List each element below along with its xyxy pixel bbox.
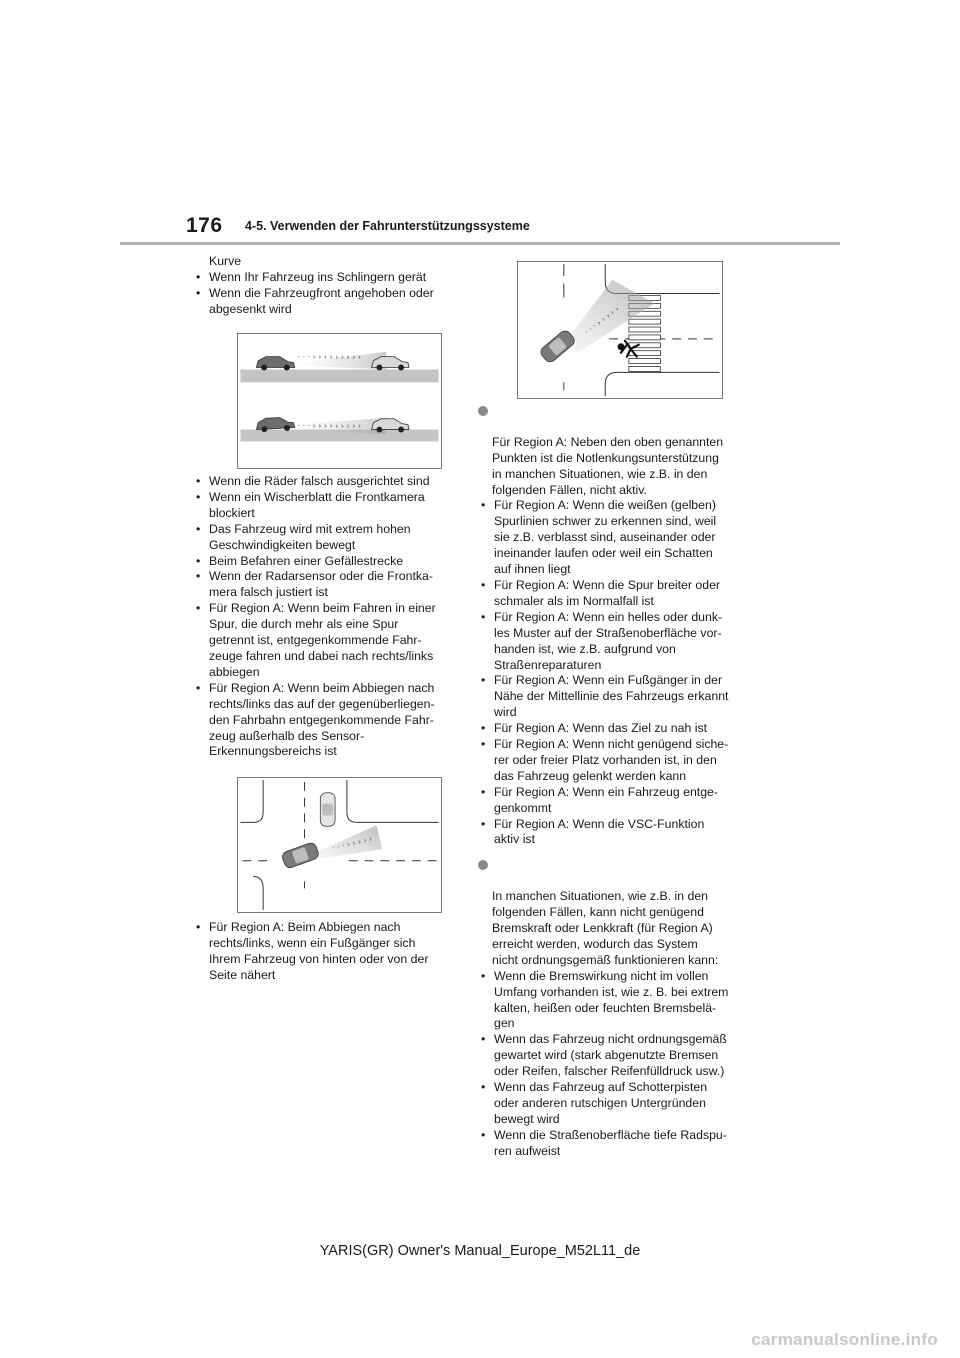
bullet-item: • Für Region A: Wenn beim Fahren in einer Spur, die durch mehr als eine Spur getrennt ist, entgegenkommende Fahr- zeuge fahren und dabei nach rechts/links abbiegen — [193, 601, 471, 681]
bullet-item: • Für Region A: Wenn ein Fußgänger in der Nähe der Mittellinie des Fahrzeugs erkannt wird — [478, 673, 768, 721]
bullet-item: • Wenn der Radarsensor oder die Frontka- mera falsch justiert ist — [193, 569, 471, 601]
oncoming-car-icon — [320, 793, 335, 827]
beam-chevrons: · · · › › › › › — [583, 304, 621, 337]
bullet-item: • Für Region A: Wenn nicht genügend siche- rer oder freier Platz vorhanden ist, in den das Fahrzeug gelenkt werden kann — [478, 737, 768, 785]
left-column-intro — [193, 254, 471, 318]
bullet-item: • Wenn ein Wischerblatt die Frontkamera blockiert — [193, 490, 471, 522]
illustration-vehicle-pitch — [237, 333, 442, 469]
bullet-item: • Für Region A: Wenn ein Fahrzeug entge- genkommt — [478, 785, 768, 817]
section-title: 4-5. Verwenden der Fahrunterstützungssysteme — [245, 219, 530, 233]
bullet-item: • Für Region A: Wenn die weißen (gelben) Spurlinien schwer zu erkennen sind, weil sie z.B. verblasst sind, auseinander oder ineinander laufen oder weil ein Schatten auf ihnen liegt — [478, 498, 768, 578]
circle-item — [478, 403, 768, 498]
pedestrian-crossing-svg — [518, 262, 722, 398]
illustration-intersection-turn — [237, 777, 442, 913]
car-icon — [539, 329, 577, 365]
header-rule — [120, 242, 840, 245]
bullet-item: • Wenn das Fahrzeug nicht ordnungsgemäß gewartet wird (stark abgenutzte Bremsen oder Reifen, falscher Reifenfülldruck usw.) — [478, 1032, 768, 1080]
intersection-turn-svg — [238, 778, 441, 912]
illustration-pedestrian-crossing — [517, 261, 723, 399]
circle-bullet-icon — [478, 860, 488, 870]
watermark: carmanualsonline.info — [751, 1330, 938, 1349]
bullet-item: • Für Region A: Wenn die VSC-Funktion aktiv ist — [478, 817, 768, 849]
circle-item-text: Für Region A: Neben den oben genannten Punkten ist die Notlenkungsunterstützung in manchen Situationen, wie z.B. in den folgenden Fällen, nicht aktiv. — [492, 434, 724, 497]
vehicle-pitch-svg — [238, 334, 441, 468]
car-icon — [372, 357, 409, 371]
bullet-item: • Beim Befahren einer Gefällestrecke — [193, 554, 471, 570]
bullet-item: • Wenn die Bremswirkung nicht im vollen Umfang vorhanden ist, wie z. B. bei extrem kalten, heißen oder feuchten Bremsbelä- gen — [478, 969, 768, 1033]
continuation-line: Kurve — [209, 254, 242, 268]
bullet-item: • Für Region A: Wenn das Ziel zu nah ist — [478, 721, 768, 737]
circle-item-text: In manchen Situationen, wie z.B. in den folgenden Fällen, kann nicht genügend Bremskraft oder Lenkkraft (für Region A) erreicht werden, wodurch das System nicht ordnungsgemäß funktionieren kann: — [492, 889, 719, 967]
right-column — [478, 403, 768, 1160]
page-number: 176 — [186, 214, 223, 237]
car-icon — [256, 357, 294, 371]
bullet-item: • Wenn das Fahrzeug auf Schotterpisten oder anderen rutschigen Untergründen bewegt wird — [478, 1080, 768, 1128]
car-icon — [281, 841, 320, 869]
bullet-item: • Wenn die Fahrzeugfront angehoben oder abgesenkt wird — [193, 286, 471, 318]
bullet-item: • Für Region A: Wenn die Spur breiter oder schmaler als im Normalfall ist — [478, 578, 768, 610]
bullet-item: • Das Fahrzeug wird mit extrem hohen Geschwindigkeiten bewegt — [193, 522, 471, 554]
beam-chevrons: · · · › › › › › › › › › — [297, 421, 362, 431]
bullet-item: • Für Region A: Beim Abbiegen nach rechts/links, wenn ein Fußgänger sich Ihrem Fahrzeug von hinten oder von der Seite nähert — [193, 920, 471, 984]
left-column-middle — [193, 474, 471, 760]
bullet-item: • Wenn die Straßenoberfläche tiefe Radspu- ren aufweist — [478, 1128, 768, 1160]
circle-bullet-icon — [478, 406, 488, 416]
footer-manual-id: YARIS(GR) Owner's Manual_Europe_M52L11_de — [319, 1243, 641, 1259]
beam-chevrons: · · · › › › › › › › › › — [297, 352, 362, 362]
bullet-item: • Wenn die Räder falsch ausgerichtet sind — [193, 474, 471, 490]
circle-item — [478, 857, 768, 968]
bullet-item: • Für Region A: Wenn beim Abbiegen nach rechts/links das auf der gegenüberliegen- den Fahrbahn entgegenkommende Fahr- zeug außerhalb des Sensor- Erkennungsbereichs ist — [193, 681, 471, 761]
left-column-bottom — [193, 920, 471, 984]
spacer — [478, 848, 768, 857]
bullet-item: • Wenn Ihr Fahrzeug ins Schlingern gerät — [193, 270, 471, 286]
beam-chevrons: · · · › › › › › — [331, 834, 374, 853]
road-surface-top — [240, 369, 438, 382]
bullet-item: • Für Region A: Wenn ein helles oder dunk- les Muster auf der Straßenoberfläche vor- handen ist, wie z.B. aufgrund von Straßenreparaturen — [478, 610, 768, 674]
